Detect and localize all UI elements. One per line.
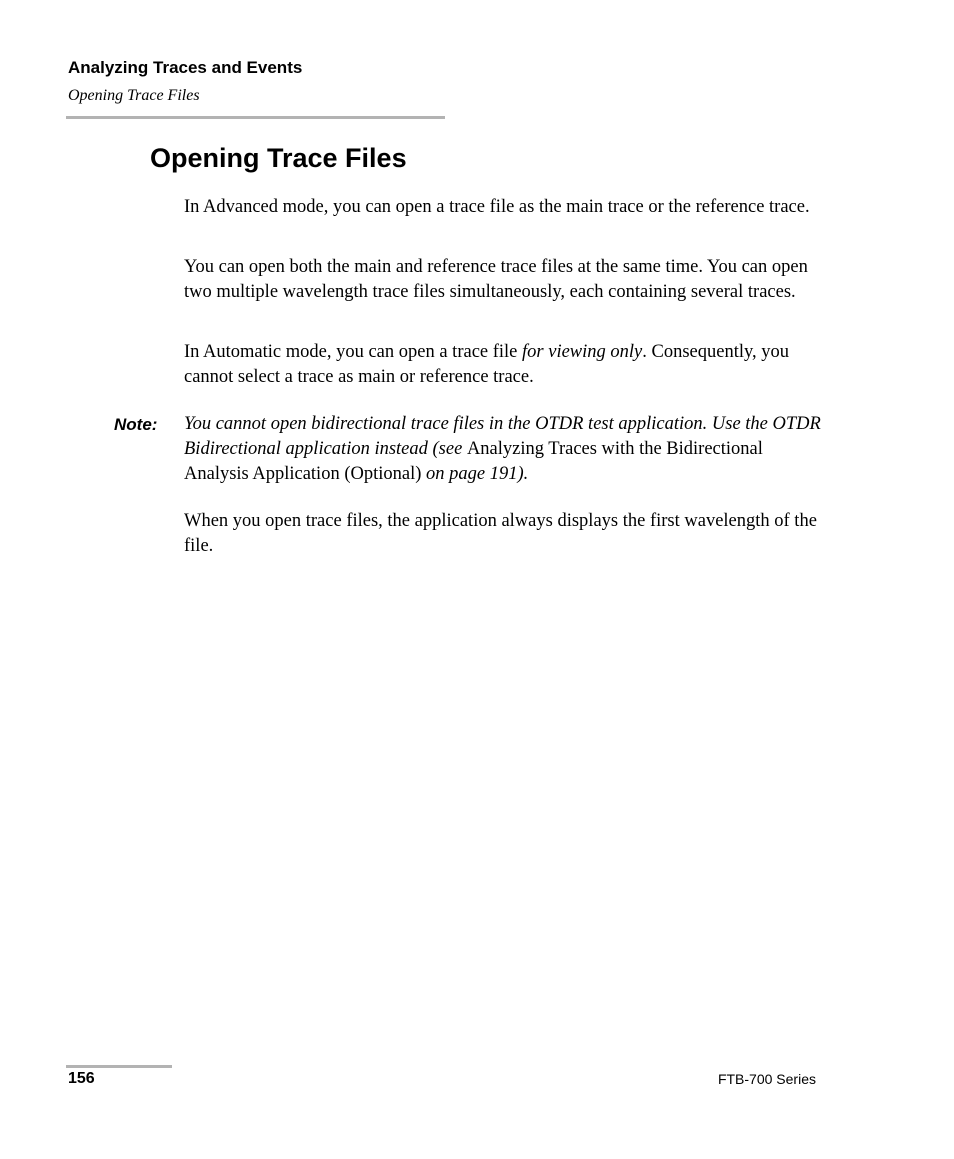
running-header-section: Opening Trace Files <box>68 87 200 104</box>
header-divider <box>66 116 445 119</box>
paragraph-automatic-mode <box>184 340 824 390</box>
running-header-chapter: Analyzing Traces and Events <box>68 58 303 77</box>
paragraph-advanced-mode: In Advanced mode, you can open a trace file as the main trace or the reference trace. <box>184 197 810 217</box>
page-title: Opening Trace Files <box>150 143 407 173</box>
paragraph-first-wavelength: When you open trace files, the application always displays the first wavelength of the file. <box>184 511 817 556</box>
note-text <box>184 412 824 487</box>
product-name: FTB-700 Series <box>717 1071 816 1087</box>
note-text-a: You cannot open bidirectional trace files in the OTDR test application. Use the OTDR Bidirectional application instead (see <box>184 414 821 459</box>
note-cross-reference-link[interactable]: Analyzing Traces with the Bidirectional Analysis Application (Optional) <box>184 439 763 484</box>
paragraph-automatic-mode-text-c: . Consequently, you cannot select a trace as main or reference trace. <box>184 342 790 387</box>
page-number: 156 <box>68 1070 95 1087</box>
paragraph-both-traces: You can open both the main and reference trace files at the same time. You can open two multiple wavelength trace files simultaneously, each containing several traces. <box>184 257 808 302</box>
note-label: Note: <box>114 415 158 434</box>
note-text-b: on page 191). <box>421 464 529 484</box>
paragraph-automatic-mode-text-a: In Automatic mode, you can open a trace file <box>184 342 523 362</box>
footer-divider <box>66 1065 172 1068</box>
paragraph-automatic-mode-emphasis: for viewing only <box>522 342 643 362</box>
